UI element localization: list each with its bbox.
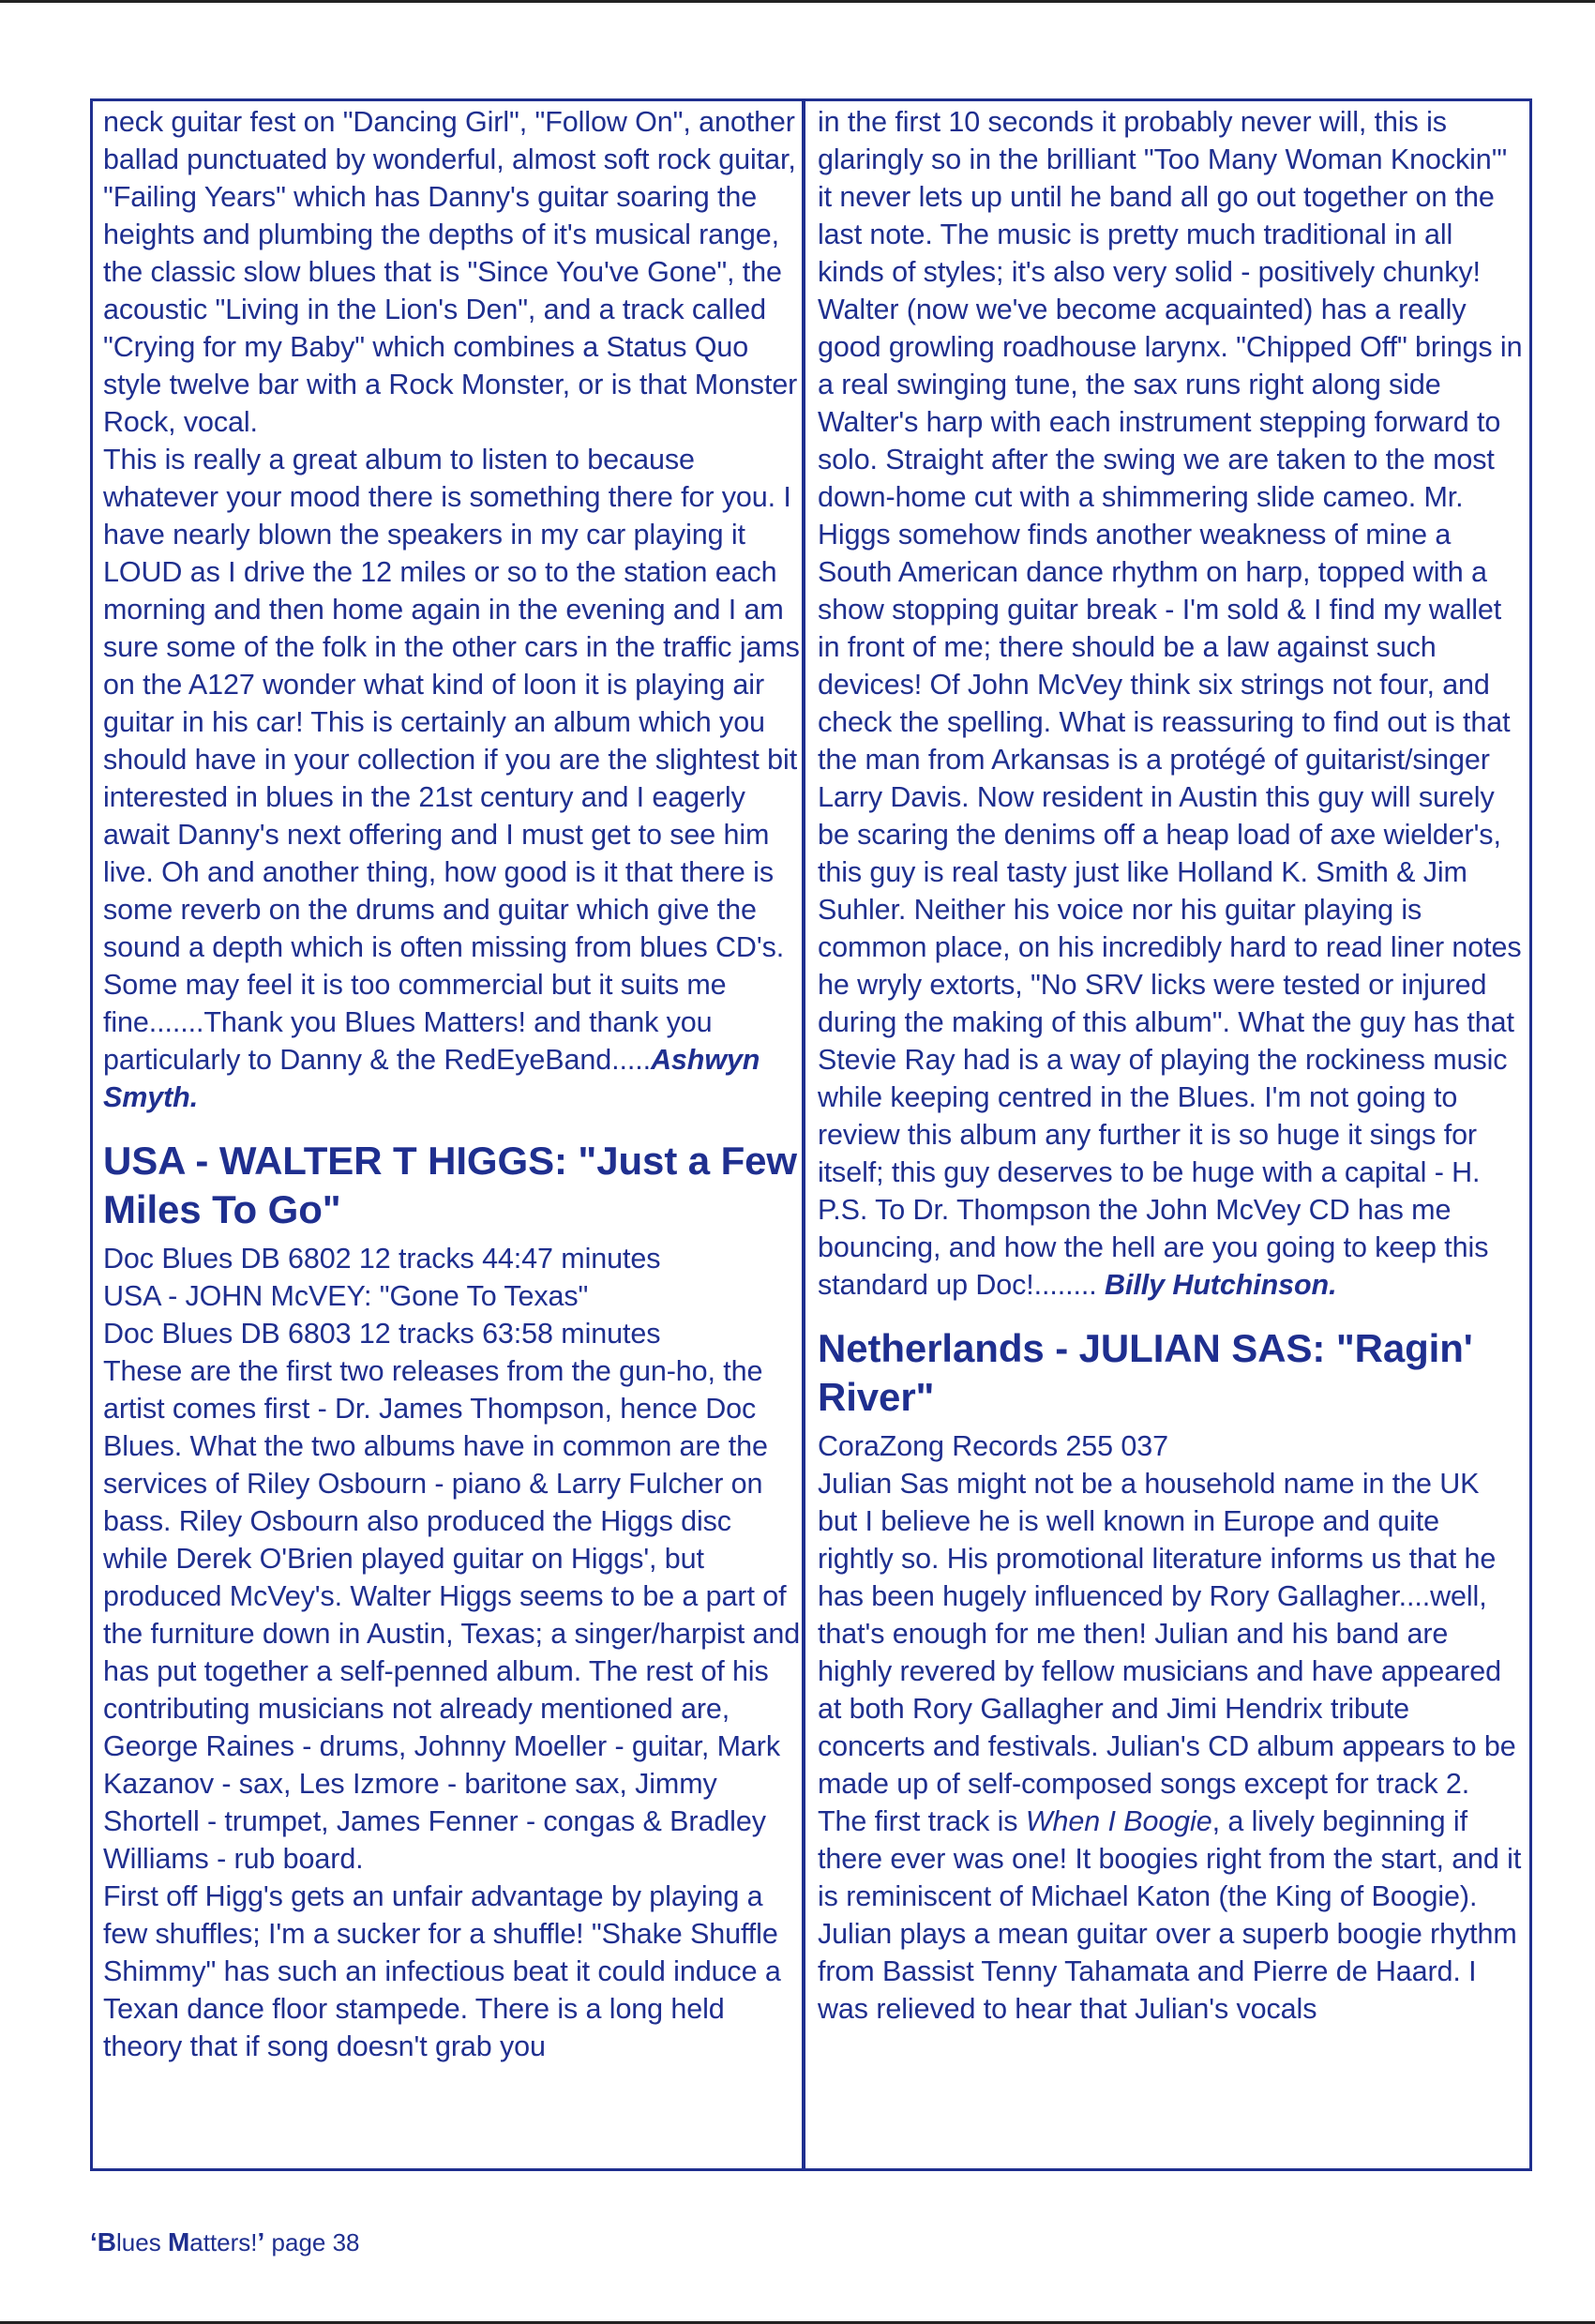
review-heading-higgs: USA - WALTER T HIGGS: "Just a Few Miles To Go" xyxy=(103,1139,797,1231)
album-info-higgs: Doc Blues DB 6802 12 tracks 44:47 minutes xyxy=(103,1243,661,1275)
footer-initial-m: M xyxy=(167,2227,190,2256)
right-paragraph-3 xyxy=(818,1465,1523,2028)
right-paragraph-1: in the first 10 seconds it probably never will, this is glaringly so in the brilliant "Too Many Woman Knockin'" it never lets up until he band all go out together on the last note. The music is pretty much traditional in all kinds of styles; it's also very solid - positively chunky! Walter (now we've become acquainted) has a really good growling roadhouse larynx. "Chipped Off" brings in a real swinging tune, the sax runs right along side Walter's harp with each instrument stepping forward to solo. Straight after the swing we are taken to the most down-home cut with a shimmering slide cameo. Mr. Higgs somehow finds another weakness of mine a South American dance rhythm on harp, topped with a show stopping guitar break - I'm sold & I find my wallet in front of me; there should be a law against such devices! Of John McVey think six strings not four, and check the spelling. What is reassuring to find out is that the man from Arkansas is a protégé of guitarist/singer Larry Davis. Now resident in Austin this guy will surely be scaring the denims off a heap load of axe wielder's, this guy is real tasty just like Holland K. Smith & Jim Suhler. Neither his voice nor his guitar playing is common place, on his incredibly hard to read liner notes he wryly extorts, "No SRV licks were tested or injured during the making of this album". What the guy has that Stevie Ray had is a way of playing the rockiness music while keeping centred in the Blues. I'm not going to review this album any further it is so huge it sings for itself; this guy deserves to be huge with a capital - H. xyxy=(818,106,1523,1188)
footer-page-number: page 38 xyxy=(264,2228,360,2256)
album-info-sas: CoraZong Records 255 037 xyxy=(818,1430,1168,1462)
left-column xyxy=(103,103,802,2065)
review-heading-sas: Netherlands - JULIAN SAS: "Ragin' River" xyxy=(818,1326,1473,1419)
footer-quote-open: ‘ xyxy=(90,2227,98,2256)
right-column xyxy=(818,103,1523,2028)
album-info-mcvey: Doc Blues DB 6803 12 tracks 63:58 minutes xyxy=(103,1318,661,1350)
left-paragraph-2-text: This is really a great album to listen to because whatever your mood there is something there for you. I have nearly blown the speakers in my car playing it LOUD as I drive the 12 miles or so to the station each morning and then home again in the evening and I am sure some of the folk in the other cars in the traffic jams on the A127 wonder what kind of loon it is playing air guitar in his car! This is certainly an album which you should have in your collection if you are the slightest bit interested in blues in the 21st century and I eagerly await Danny's next offering and I must get to see him live. Oh and another thing, how good is it that there is some reverb on the drums and guitar which give the sound a depth which is often missing from blues CD's. Some may feel it is too commercial but it suits me fine.......Thank you Blues Matters! and thank you particularly to Danny & the RedEyeBand..... xyxy=(103,444,800,1076)
right-paragraph-3-text-a: Julian Sas might not be a household name in the UK but I believe he is well known in Europe and quite rightly so. His promotional literature informs us that he has been hugely influenced by Rory Gallagher....well, that's enough for me then! Julian and his band are highly revered by fellow musicians and have appeared at both Rory Gallagher and Jimi Hendrix tribute concerts and festivals. Julian's CD album appears to be made up of self-composed songs except for track 2. The first track is xyxy=(818,1468,1516,1837)
footer-text-atters: atters! xyxy=(189,2228,258,2256)
page-footer xyxy=(90,2227,360,2257)
left-paragraph-2 xyxy=(103,441,802,1116)
right-paragraph-2 xyxy=(818,1191,1523,1304)
left-paragraph-1: neck guitar fest on "Dancing Girl", "Follow On", another ballad punctuated by wonderful, almost soft rock guitar, "Failing Years" which has Danny's guitar soaring the heights and plumbing the depths of it's musical range, the classic slow blues that is "Since You've Gone", the acoustic "Living in the Lion's Den", and a track called "Crying for my Baby" which combines a Status Quo style twelve bar with a Rock Monster, or is that Monster Rock, vocal. xyxy=(103,106,798,438)
track-title-italic: When I Boogie xyxy=(1025,1805,1212,1837)
reviewer-signature: Ashwyn Smyth. xyxy=(103,1044,760,1113)
right-paragraph-2-text: P.S. To Dr. Thompson the John McVey CD has me bouncing, and how the hell are you going to keep this standard up Doc!........ xyxy=(818,1194,1489,1301)
reviewer-signature: Billy Hutchinson. xyxy=(1105,1269,1337,1301)
album-info-mcvey-title: USA - JOHN McVEY: "Gone To Texas" xyxy=(103,1280,589,1312)
footer-quote-close: ’ xyxy=(257,2227,265,2256)
left-paragraph-3: These are the first two releases from the gun-ho, the artist comes first - Dr. James Thompson, hence Doc Blues. What the two albums have in common are the services of Riley Osbourn - piano & Larry Fulcher on bass. Riley Osbourn also produced the Higgs disc while Derek O'Brien played guitar on Higgs', but produced McVey's. Walter Higgs seems to be a part of the furniture down in Austin, Texas; a singer/harpist and has put together a self-penned album. The rest of his contributing musicians not already mentioned are, George Raines - drums, Johnny Moeller - guitar, Mark Kazanov - sax, Les Izmore - baritone sax, Jimmy Shortell - trumpet, James Fenner - congas & Bradley Williams - rub board. xyxy=(103,1355,801,1875)
left-paragraph-4: First off Higg's gets an unfair advantage by playing a few shuffles; I'm a sucker for a shuffle! "Shake Shuffle Shimmy" has such an infectious beat it could induce a Texan dance floor stampede. There is a long held theory that if song doesn't grab you xyxy=(103,1880,781,2062)
column-divider xyxy=(802,98,805,2171)
footer-text-lues: lues xyxy=(116,2228,168,2256)
right-paragraph-3-text-b: , a lively beginning if there ever was one! It boogies right from the start, and it is reminiscent of Michael Katon (the King of Boogie). Julian plays a mean guitar over a superb boogie rhythm from Bassist Tenny Tahamata and Pierre de Haard. I was relieved to hear that Julian's vocals xyxy=(818,1805,1522,2025)
footer-initial-b: B xyxy=(97,2227,117,2256)
